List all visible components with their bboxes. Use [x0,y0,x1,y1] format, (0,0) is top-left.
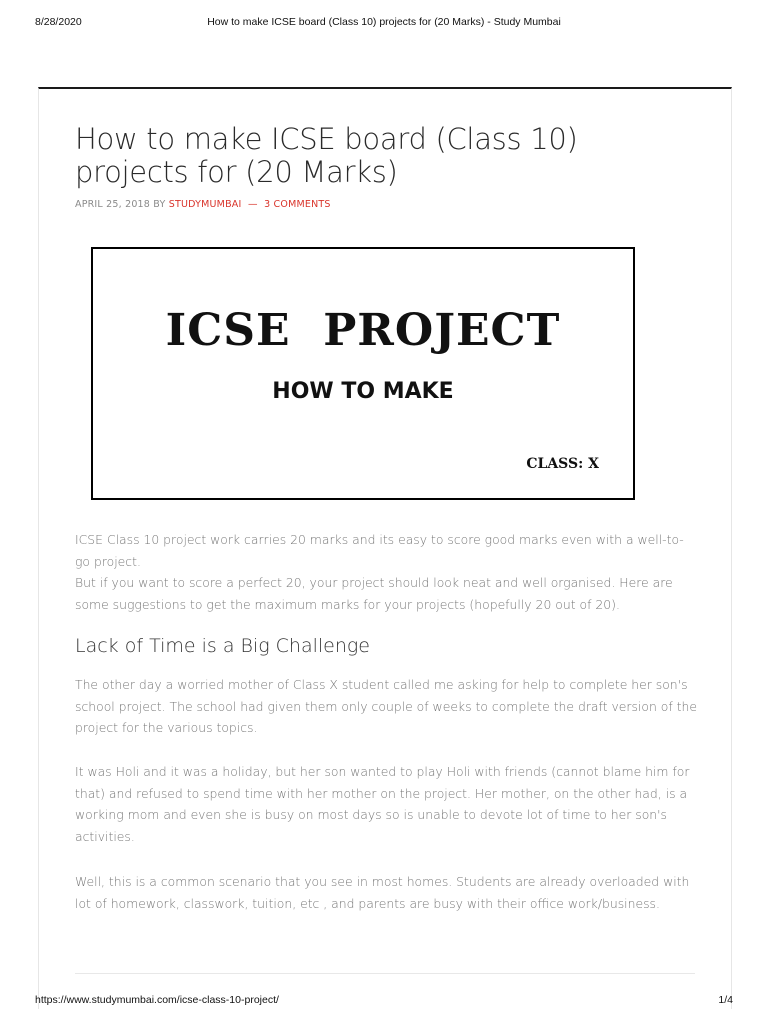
image-class-label: CLASS: X [526,456,599,472]
divider [75,973,695,974]
paragraph-2: It was Holi and it was a holiday, but her son wanted to play Holi with friends (cannot blame him for that) and refused to spend time with her mother on the project. Her mother, on the other had, is a working mom and even she is busy on most days so is unable to devote lot of time to her son's activities. [75,764,690,844]
section-heading: Lack of Time is a Big Challenge [75,635,371,657]
intro-line-2: But if you want to score a perfect 20, your project should look neat and well organised. Here are some suggestions to get the maximum marks for your projects (hopefully 20 out of 20). [75,575,673,612]
image-subtitle: HOW TO MAKE [272,379,454,404]
print-url: https://www.studymumbai.com/icse-class-10-project/ [35,994,279,1006]
paragraph-3: Well, this is a common scenario that you see in most homes. Students are already overloaded with lot of homework, classwork, tuition, etc , and parents are busy with their office work/business. [75,874,690,911]
feature-image [91,247,635,500]
author-link[interactable]: STUDYMUMBAI [168,199,242,210]
post-title: How to make ICSE board (Class 10) projects for (20 Marks) [75,122,578,189]
post-meta [75,199,331,210]
print-title: How to make ICSE board (Class 10) projects for (20 Marks) - Study Mumbai [207,16,561,28]
intro-line-1: ICSE Class 10 project work carries 20 marks and its easy to score good marks even with a well-to-go project. [75,532,684,569]
print-header [0,16,768,32]
meta-separator: — [247,199,258,210]
comments-link[interactable]: 3 COMMENTS [264,199,331,210]
page-number: 1/4 [718,994,733,1006]
article-card [38,87,732,1009]
print-date: 8/28/2020 [35,16,82,28]
image-title: ICSE PROJECT [165,305,561,356]
post-by: BY [153,199,166,210]
post-date: APRIL 25, 2018 [75,199,151,210]
paragraph-1: The other day a worried mother of Class X student called me asking for help to complete her son's school project. The school had given them only couple of weeks to complete the draft version of the project for the various topics. [75,677,697,735]
intro-paragraph [75,529,697,615]
